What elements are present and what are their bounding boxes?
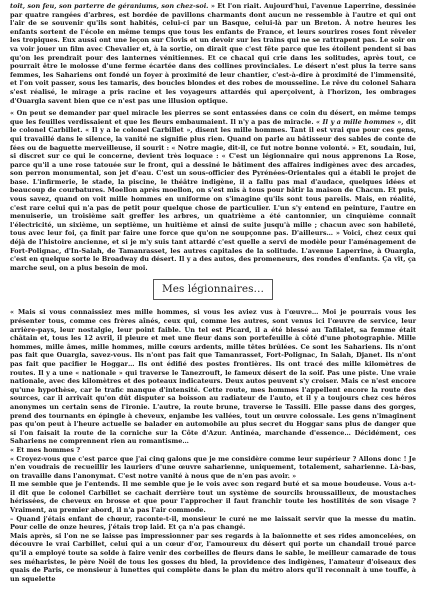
paragraph-post: », dit le colonel Carbillet. « Il y a le colonel Carbillet », disent les mille hommes. Tant il est vrai que pour ces gens, qui travaillé dans le silence, la vanité ne signifie plus rien. Quand on parle au bâtisseur des sables de conte de fées ou de baguette merveilleuse, il sourit : « Notre magie, dit-il, ce fut notre bonne volonté. » Et, soudain, lui, si discret sur ce qui le concerne, devient très loquace : « C'est un légionnaire qui nous apprenons La Rose, parce qu'il a une rose tatouée sur le front, qui a dessiné le bâtiment des affaires indigènes avec des arcades, son perron monumental, son jet d'eau. C'est un sous-officier des Pyrénées-Orientales qui a établi le projet de base. L'infirmerie, le stade, la piscine, le théâtre indigène, il a fallu pas mal d'audace, quelques idées et beaucoup de courbatures. Moellon après moellon, on s'est mis à tous pour bâtir la maison de Chacun. Et puis, vous savez, quand on voit mille hommes en uniforme on s'imagine qu'ils sont tous pareils. Mais, en réalité, c'est rare celui qui n'a pas de petit pour quelque chose de particulier. L'un s'y entend en peinture, l'autre en menuiserie, un troisième sait greffer les arbres, un quatrième a été cantonnier, un cinquième connaît l'électricité, un sixième, un septième, un huitième et ainsi de suite jusqu'à mille ; chacun avec son habileté, tous avec leur foi, ça finit par faire une force que qu'on ne soupçonne pas. D'ailleurs… » Voici, chez ceux qui déjà de l'histoire ancienne, et si je m'y suis tant attardé c'est quelle a servi de modèle pour l'aménagement de Fort-Polignac, d'In-Salah, de Tamanrasset, les autres capitales de la solitude. L'avenue Laperrine, à Ouargla, c'est en quelque sorte le Broadway du désert. Il y a des autos, des promeneurs, des rondes d'enfants. Ça vit, ça marche seul, on a plus besoin de moi. [10,117,416,272]
paragraph-pre: « On peut se demander par quel miracle les pierres se sont entassées dans ce coin du désert, en même temps que les feuilles verdissaient et que les fleurs embaumaient. Il n'y a pas de miracle. [10,109,416,126]
paragraph-body: » Et l'on riait. Aujourd'hui, l'avenue Laperrine, dessinée par quatre rangées d'arbres, est bordée de pavillons charmants dont aucun ne ressemble à l'autre et qui ont l'air de se souvenir qu'ils sont habités, celui-ci par un Basque, celui-là par un Breton. À notre heures les enfants sortent de l'école en même temps que tous les enfants de France, et leurs sourires roses font rêveler les tropiques. Eux aussi ont une leçon sur Clovis et un devoir sur les trains qui ne se rattrapent pas. Le soir on va voir jouer un film avec Chevalier et, à la sortie, on dirait que c'est fête parce que les étoilent pendent si bas qu'on les prendrait pour des lanternes vénitiennes. Et ce chacal qui crie dans les solitudes, après tout, ce pourrait être le molosse d'une ferme écartée dans des collines provinciales. Le désert n'est plus la terre sans femmes, les Sahariens ont fondé un foyer à proximité de leur chantier, c'est-à-dire à proximité de l'immensité, et l'on voit passer, sous les tamaris, des boucles blondes et des robes de mousseline. Le rêve du colonel Sahara s'est réalisé, le mirage a pris racine et les voyageurs attardés qui aperçoivent, à l'horizon, les ombrages d'Ouargla savent bien que ce n'est pas une illusion optique. [10,2,416,105]
paragraph-portrait: Il me semble que je l'entends. Il me semble que je le vois avec son regard buté et sa moue boudeuse. Vous a-t-il dit que le colonel Carbillet se cachait derrière tout un système de sourcils broussailleux, de moustaches hérissées, de cheveux en brosse et que pour l'approcher il faut franchir toute les hostilités de son visage ? Vraiment, au premier abord, il n'a pas l'air commode. [10,480,416,515]
paragraph-legionnaires: « Mais si vous connaissiez mes mille hommes, si vous les aviez vus à l'œuvre… Moi je pourrais vous les présenter tous, comme ces frères aînés, ceux qui, comme les autres, sont venus ici l'œuvre de service, leur arrière-pays, leur nostalgie, leur point faible. Un tel est Picard, il a été blessé au Tafilalet, sa femme était châtain et, tous les 12 avril, il pleure et met une fleur dans son portefeuille à côté d'une photographie. Mille hommes, mille âmes, mille hommes, mille cœurs ardents, mille têtes brûlées. Ce sont les Sahariens. Ils n'ont pas fait que Ouargla, savez-vous. Ils n'ont pas fait que Tamanrasset, Fort-Polignac, In Salah, Djanet. Ils n'ont pas fait que pacifier le Hoggar… Ils ont édifié des postes frontières. Ils ont tracé des mille kilomètres de routes. Il y a une « nationale » qui traverse le Tanezrouft, le fameux désert de la soif. Pas une piste. Une vraie nationale, avec des kilomètres et des poteaux indicateurs. Deux autos peuvent s'y croiser. Mais ce n'est encore qu'une hypothèse, car le trafic manque d'intensité. Cette route, mes hommes l'appellent encore la route des sources, car il arrivait qu'on dût disputer sa boisson au radiateur de l'auto, et il y a toujours chez ces héros anonymes un certain sens de l'ironie. L'autre, la route brune, traverse le Tassili. Elle passe dans des gorges, prend des tournants en épingle à cheveux, enjambe les vallées, tout un œuvre colossale. Les gens n'imaginent pas qu'on peut à l'heure actuelle se balader en automobile au plus secret du Hoggar sans plus de danger que si l'on faisait la route de la corniche sur la Côte d'Azur. Antinéa, marchande d'essence… Décidément, ces Sahariens ne comprennent rien au romantisme… [10,308,416,446]
paragraph-avenue-laperrine [10,2,416,105]
paragraph-enfant-de-choeur: – Quand j'étais enfant de chœur, raconte-t-il, monsieur le curé ne me laissait servir que la messe du matin. Pour celle de onze heures, j'étais trop laid. Et ça n'a pas changé. [10,514,416,532]
section-heading-wrap [10,279,416,300]
paragraph-galons: « Croyez-vous que c'est parce que j'ai cinq galons que je me considère comme leur supérieur ? Allons donc ! Je n'en voudrais de recueillir les lauriers d'une œuvre saharienne, uniquement, totalement, saharienne. Là-bas, on travaille dans l'anonymat. C'est notre vanité à nous que de n'en pas avoir. » [10,454,416,480]
document-page [10,2,416,598]
paragraph-vrai-carbillet: Mais après, si l'on ne se laisse pas impressionner par ses regards à la baïonnette et ses rides amoncelées, on découvre le vrai Carbillet, celui qui a un cœur d'or, l'amoureux du désert qui porte un chandail troué parce qu'il a employé toute sa solde à faire venir des corbeilles de fleurs dans le sable, le meilleur camarade de tous ses méharistes, le père Noël de tous les gosses du bled, la providence des indigènes, l'amateur d'oiseaux des quais de Paris, ce monsieur à lunettes qui complète dans le plan du métro alors qu'il reconnaît à une touffe, à un squelette [10,531,416,583]
paragraph-italic-quote: « Il y a mille hommes [316,117,395,126]
section-heading: Mes légionnaires… [153,279,273,300]
paragraph-question: « Et mes hommes ? [10,445,81,454]
paragraph-intro-italic: toit, son feu, son parterre de géraniums, son chez-soi. [10,2,209,10]
paragraph-miracle [10,109,416,272]
